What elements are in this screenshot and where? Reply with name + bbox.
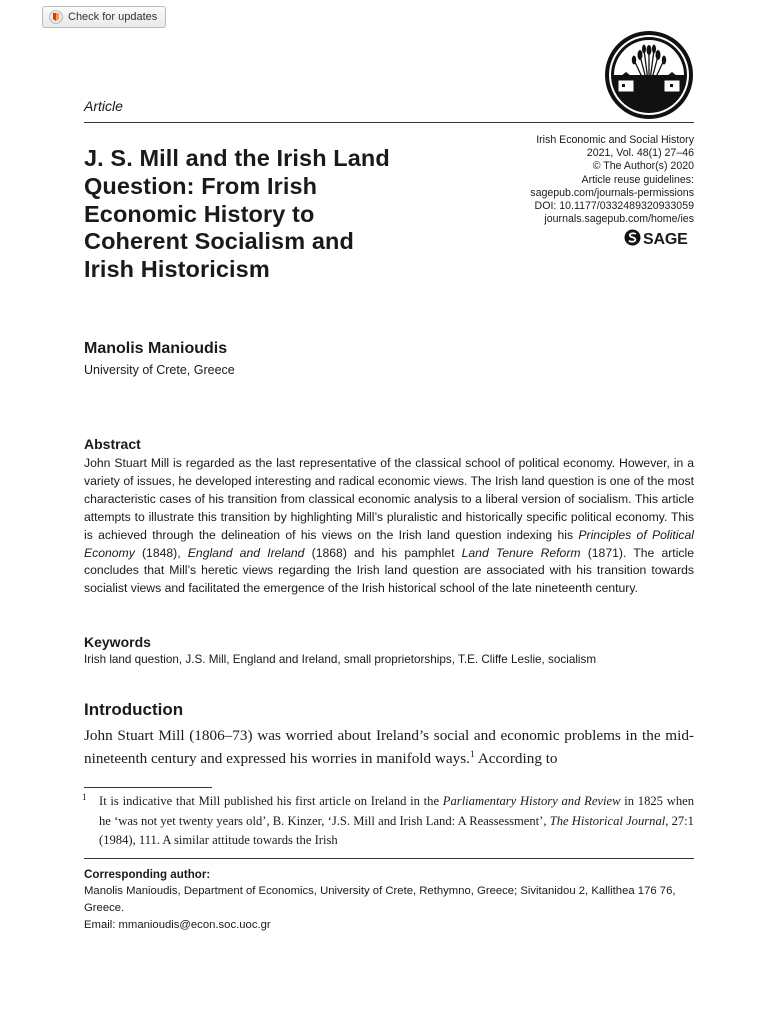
author-name: Manolis Manioudis	[84, 340, 228, 357]
abstract-heading: Abstract	[84, 436, 141, 452]
corresponding-heading: Corresponding author:	[84, 868, 211, 881]
abstract-book-title: Land Tenure Reform	[461, 545, 581, 560]
title-line: Coherent Socialism and	[84, 228, 354, 255]
footnote-number: 1	[82, 792, 87, 802]
footnote-rule	[84, 787, 212, 788]
footnote-source-title: The Historical Journal	[549, 813, 666, 828]
check-for-updates-button[interactable]	[42, 6, 166, 28]
doi[interactable]: DOI: 10.1177/0332489320933059	[534, 200, 694, 213]
permissions-link[interactable]: sagepub.com/journals-permissions	[530, 186, 694, 199]
footnote-segment: It is indicative that Mill published his first article on Ireland in the	[99, 794, 443, 808]
abstract-segment: (1871). The article concludes that Mill’s heretic views regarding the Irish land question are associated with his transition towards socialist views and facilitated the emergence of the Irish historical school of the late nineteenth century.	[84, 545, 694, 596]
copyright: © The Author(s) 2020	[592, 160, 694, 173]
journal-volume: 2021, Vol. 48(1) 27–46	[586, 147, 694, 160]
footnote-source-title: Parliamentary History and Review	[442, 794, 621, 808]
intro-segment: According to	[474, 750, 558, 767]
corresponding-details	[84, 883, 699, 933]
reuse-guidelines-label: Article reuse guidelines:	[581, 173, 694, 186]
corresponding-email[interactable]: Email: mmanioudis@econ.soc.uoc.gr	[84, 918, 271, 931]
journal-logo-icon	[604, 30, 694, 120]
title-line: Irish Historicism	[84, 256, 270, 283]
article-title	[84, 145, 464, 284]
title-line: Economic History to	[84, 200, 315, 227]
title-line: Question: From Irish	[84, 172, 318, 199]
abstract-book-title: Principles of Political Economy	[84, 527, 695, 560]
keywords-heading: Keywords	[84, 634, 151, 650]
sage-logo-icon	[624, 229, 641, 251]
introduction-text	[84, 724, 694, 770]
author-affiliation: University of Crete, Greece	[84, 363, 235, 377]
header-rule	[84, 122, 694, 123]
title-line: J. S. Mill and the Irish Land	[84, 145, 390, 171]
abstract-segment: (1848),	[134, 545, 188, 560]
sage-logo	[624, 229, 688, 251]
footnote	[84, 792, 694, 851]
journal-info	[434, 134, 694, 226]
footnote-marker[interactable]: 1	[469, 748, 475, 760]
abstract-segment: (1868) and his pamphlet	[304, 545, 462, 560]
corresponding-rule	[84, 858, 694, 859]
journal-name: Irish Economic and Social History	[536, 134, 694, 146]
article-type: Article	[84, 98, 123, 114]
footnote-segment: , 27:1 (1984), 111. A similar attitude towards the Irish	[99, 813, 694, 848]
check-for-updates-label: Check for updates	[68, 11, 158, 23]
corresponding-address: Manolis Manioudis, Department of Economics, University of Crete, Rethymno, Greece; Sivitanidou 2, Kallithea 176 76, Greece.	[84, 885, 676, 914]
keywords-list: Irish land question, J.S. Mill, England and Ireland, small proprietorships, T.E. Cliffe Leslie, socialism	[84, 653, 597, 666]
abstract-segment: John Stuart Mill is regarded as the last representative of the classical school of political economy. However, in a variety of issues, he developed interesting and radical economic views. The Irish land question is one of the most characteristic cases of his transition from classical economic analysis to a liberal version of socialism. This article attempts to illustrate this transition by highlighting Mill’s pluralistic and historically specific political economy. This is achieved through the delineation of his views on the Irish land question indexing his	[84, 456, 694, 542]
intro-segment: John Stuart Mill (1806–73) was worried about Ireland’s social and economic problems in the mid-nineteenth century and expressed his worries in manifold ways.	[84, 727, 694, 767]
journal-homepage-link[interactable]: journals.sagepub.com/home/ies	[544, 213, 694, 226]
footnote-segment: in 1825 when he ‘was not yet twenty years old’, B. Kinzer, ‘J.S. Mill and Irish Land: A Reassessment’,	[99, 794, 694, 828]
footnote-body	[84, 792, 694, 851]
sage-logo-text: SAGE	[643, 231, 688, 248]
abstract-book-title: England and Ireland	[187, 545, 305, 560]
introduction-heading: Introduction	[84, 700, 184, 719]
check-for-updates-icon	[49, 10, 63, 24]
abstract-text	[84, 455, 694, 598]
